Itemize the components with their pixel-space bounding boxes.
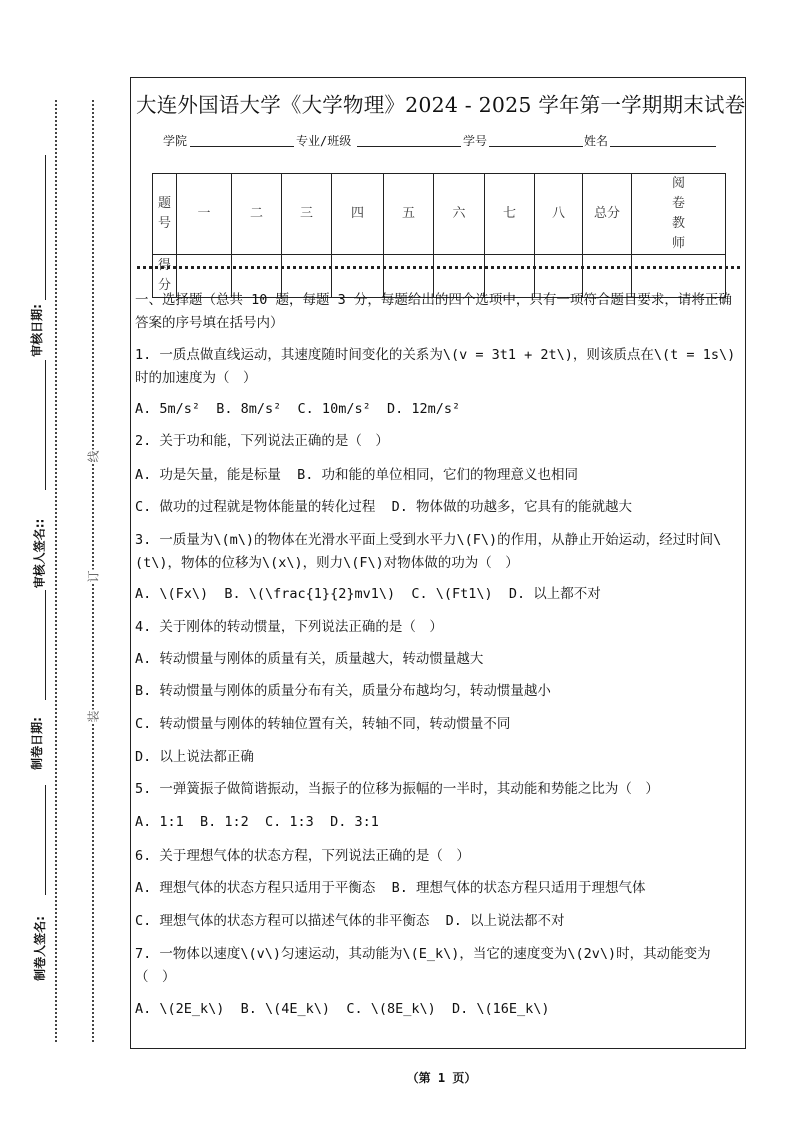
options-2a: A. 功是矢量，能是标量 B. 功和能的单位相同，它们的物理意义也相同 (135, 467, 579, 483)
reviewer-sign-underline (45, 360, 46, 490)
question-6: 6. 关于理想气体的状态方程，下列说法正确的是（ ） (135, 848, 470, 864)
question-7: 7. 一物体以速度\(v\)匀速运动，其动能为\(E_k\)，当它的速度变为\(2v\)时，其动能变为（ ） (135, 946, 711, 985)
name-field[interactable] (610, 146, 716, 147)
column-header: 三 (282, 174, 332, 255)
column-header: 六 (434, 174, 485, 255)
question-1: 1. 一质点做直线运动，其速度随时间变化的关系为\(v = 3t1 + 2t\)，则该质点在\(t = 1s\)时的加速度为（ ） (135, 347, 736, 386)
question-3: 3. 一质量为\(m\)的物体在光滑水平面上受到水平力\(F\)的作用，从静止开始运动，经过时间\(t\)，物体的位移为\(x\)，则力\(F\)对物体做的功为（ ） (135, 532, 722, 571)
college-label: 学院 (163, 134, 188, 148)
bind-mark: 订 (86, 570, 101, 583)
options-3: A. \(Fx\) B. \(\frac{1}{2}mv1\) C. \(Ft1\) D. 以上都不对 (135, 586, 601, 602)
question-5: 5. 一弹簧振子做简谐振动，当振子的位移为振幅的一半时，其动能和势能之比为（ ） (135, 781, 659, 797)
column-header: 总分 (583, 174, 632, 255)
column-header: 五 (384, 174, 434, 255)
column-header: 七 (485, 174, 535, 255)
column-header: 一 (177, 174, 232, 255)
reviewer-sign-label: 审核人签名:: (32, 518, 47, 589)
name-label: 姓名 (584, 134, 609, 148)
line-mark: 线 (86, 450, 101, 463)
dotted-separator (137, 266, 740, 269)
table-row-header (153, 174, 726, 255)
option-4d: D. 以上说法都正确 (135, 749, 254, 765)
page-footer: （第 1 页） (406, 1071, 477, 1085)
student-id-field[interactable] (489, 146, 583, 147)
options-5: A. 1:1 B. 1:2 C. 1:3 D. 3:1 (135, 814, 379, 830)
column-header: 阅卷教师 (632, 174, 726, 255)
major-field[interactable] (357, 146, 461, 147)
question-4: 4. 关于刚体的转动惯量，下列说法正确的是（ ） (135, 619, 443, 635)
options-1: A. 5m/s² B. 8m/s² C. 10m/s² D. 12m/s² (135, 401, 461, 417)
make-date-underline (45, 590, 46, 700)
binding-dotted-line-outer (55, 100, 57, 1042)
question-2: 2. 关于功和能，下列说法正确的是（ ） (135, 433, 389, 449)
column-header: 八 (535, 174, 583, 255)
score-label: 得分 (153, 255, 177, 298)
section-heading: 一、选择题（总共 10 题，每题 3 分，每题给出的四个选项中，只有一项符合题目要求，请将正确答案的序号填在括号内） (135, 292, 732, 331)
options-6b: C. 理想气体的状态方程可以描述气体的非平衡态 D. 以上说法都不对 (135, 913, 565, 929)
options-7: A. \(2E_k\) B. \(4E_k\) C. \(8E_k\) D. \(16E_k\) (135, 1001, 550, 1017)
option-4b: B. 转动惯量与刚体的质量分布有关，质量分布越均匀，转动惯量越小 (135, 683, 551, 699)
option-4a: A. 转动惯量与刚体的质量有关，质量越大，转动惯量越大 (135, 651, 484, 667)
column-header: 二 (232, 174, 282, 255)
column-header: 四 (332, 174, 384, 255)
college-field[interactable] (190, 146, 294, 147)
score-table (152, 173, 726, 298)
header-label: 题号 (153, 174, 177, 255)
staple-mark: 装 (86, 710, 101, 723)
options-2b: C. 做功的过程就是物体能量的转化过程 D. 物体做的功越多，它具有的能就越大 (135, 499, 633, 515)
major-label: 专业/班级 (296, 134, 352, 148)
review-date-underline (45, 155, 46, 300)
make-date-label: 制卷日期: (29, 717, 44, 770)
maker-sign-underline (45, 785, 46, 895)
exam-title: 大连外国语大学《大学物理》2024 - 2025 学年第一学期期末试卷 (136, 93, 746, 117)
student-id-label: 学号 (463, 134, 488, 148)
maker-sign-label: 制卷人签名: (32, 916, 47, 981)
options-6a: A. 理想气体的状态方程只适用于平衡态 B. 理想气体的状态方程只适用于理想气体 (135, 880, 646, 896)
option-4c: C. 转动惯量与刚体的转轴位置有关，转轴不同，转动惯量不同 (135, 716, 511, 732)
review-date-label: 审核日期: (29, 304, 44, 357)
